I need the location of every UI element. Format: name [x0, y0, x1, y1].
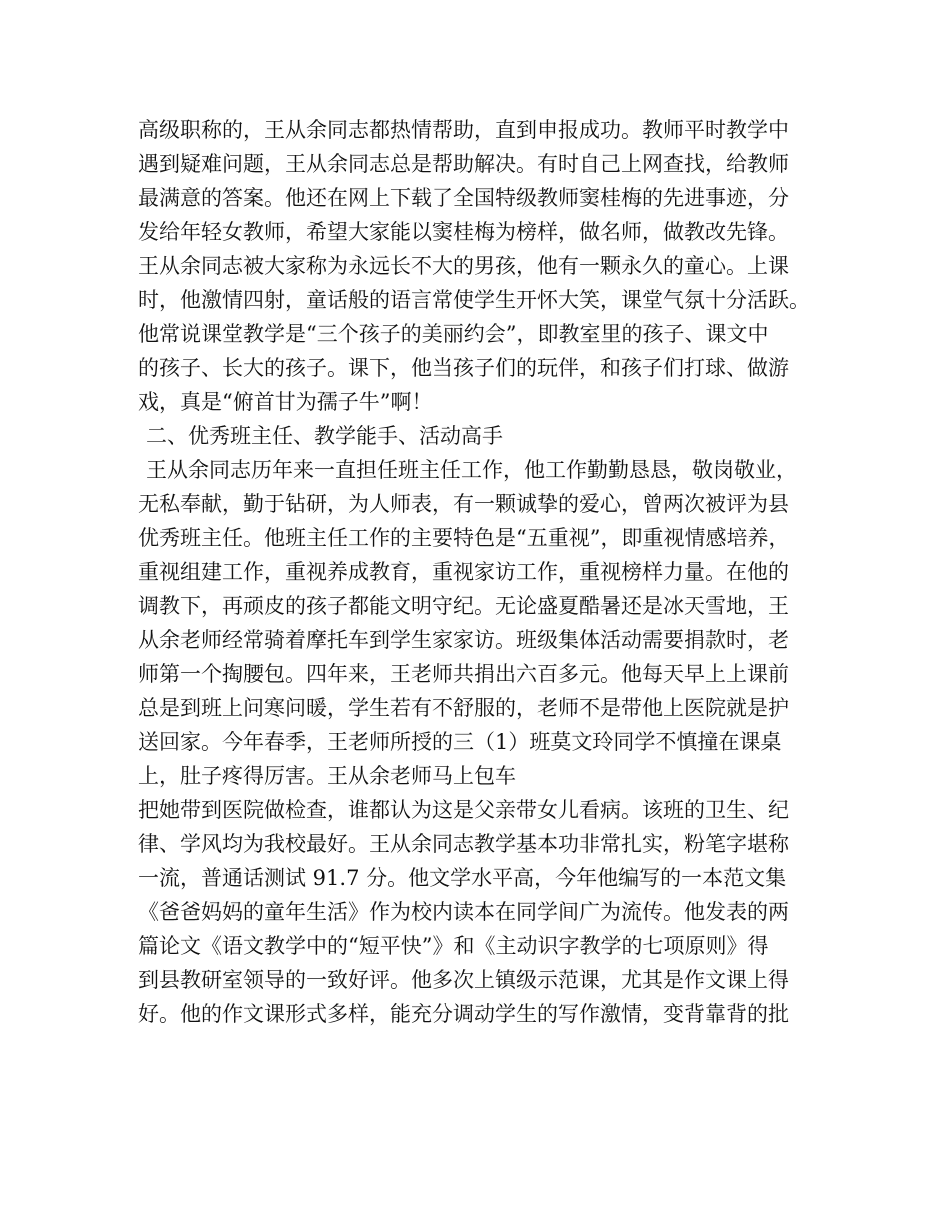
text-line: 上，肚子疼得厉害。王从余老师马上包车	[138, 764, 516, 788]
text-line: 师第一个掏腰包。四年来，王老师共捐出六百多元。他每天早上上课前	[138, 662, 789, 686]
text-line: 总是到班上问寒问暖，学生若有不舒服的，老师不是带他上医院就是护	[138, 696, 789, 720]
text-line: 发给年轻女教师，希望大家能以窦桂梅为榜样，做名师，做教改先锋。	[138, 220, 789, 244]
text-line: 时，他激情四射，童话般的语言常使学生开怀大笑，课堂气氛十分活跃。	[138, 288, 810, 312]
text-line: 律、学风均为我校最好。王从余同志教学基本功非常扎实，粉笔字堪称	[138, 832, 789, 856]
text-line: 他常说课堂教学是“三个孩子的美丽约会”，即教室里的孩子、课文中	[138, 322, 769, 346]
text-line: 的孩子、长大的孩子。课下，他当孩子们的玩伴，和孩子们打球、做游	[138, 356, 789, 380]
text-line: 从余老师经常骑着摩托车到学生家家访。班级集体活动需要捐款时，老	[138, 628, 789, 652]
section-heading: 二、优秀班主任、教学能手、活动高手	[146, 424, 503, 448]
text-line: 调教下，再顽皮的孩子都能文明守纪。无论盛夏酷暑还是冰天雪地，王	[138, 594, 789, 618]
text-line: 送回家。今年春季，王老师所授的三（1）班莫文玲同学不慎撞在课桌	[138, 730, 782, 754]
text-line: 最满意的答案。他还在网上下载了全国特级教师窦桂梅的先进事迹，分	[138, 186, 789, 210]
text-line: 王从余同志被大家称为永远长不大的男孩，他有一颗永久的童心。上课	[138, 254, 789, 278]
text-line: 把她带到医院做检查，谁都认为这是父亲带女儿看病。该班的卫生、纪	[138, 798, 789, 822]
text-line: 好。他的作文课形式多样，能充分调动学生的写作激情，变背靠背的批	[138, 1002, 789, 1026]
text-line: 戏，真是“俯首甘为孺子牛”啊！	[138, 390, 433, 414]
text-line: 遇到疑难问题，王从余同志总是帮助解决。有时自己上网查找，给教师	[138, 152, 789, 176]
text-line: 一流，普通话测试 91.7 分。他文学水平高，今年他编写的一本范文集	[138, 866, 787, 890]
text-line: 王从余同志历年来一直担任班主任工作，他工作勤勤恳恳，敬岗敬业，	[146, 458, 797, 482]
text-line: 篇论文《语文教学中的“短平快”》和《主动识字教学的七项原则》得	[138, 934, 769, 958]
body-text	[138, 113, 838, 1031]
text-line: 无私奉献，勤于钻研，为人师表，有一颗诚挚的爱心，曾两次被评为县	[138, 492, 789, 516]
text-line: 《爸爸妈妈的童年生活》作为校内读本在同学间广为流传。他发表的两	[138, 900, 789, 924]
text-line: 高级职称的，王从余同志都热情帮助，直到申报成功。教师平时教学中	[138, 118, 789, 142]
text-line: 优秀班主任。他班主任工作的主要特色是“五重视”，即重视情感培养，	[138, 526, 790, 550]
text-line: 到县教研室领导的一致好评。他多次上镇级示范课，尤其是作文课上得	[138, 968, 789, 992]
text-line: 重视组建工作，重视养成教育，重视家访工作，重视榜样力量。在他的	[138, 560, 789, 584]
